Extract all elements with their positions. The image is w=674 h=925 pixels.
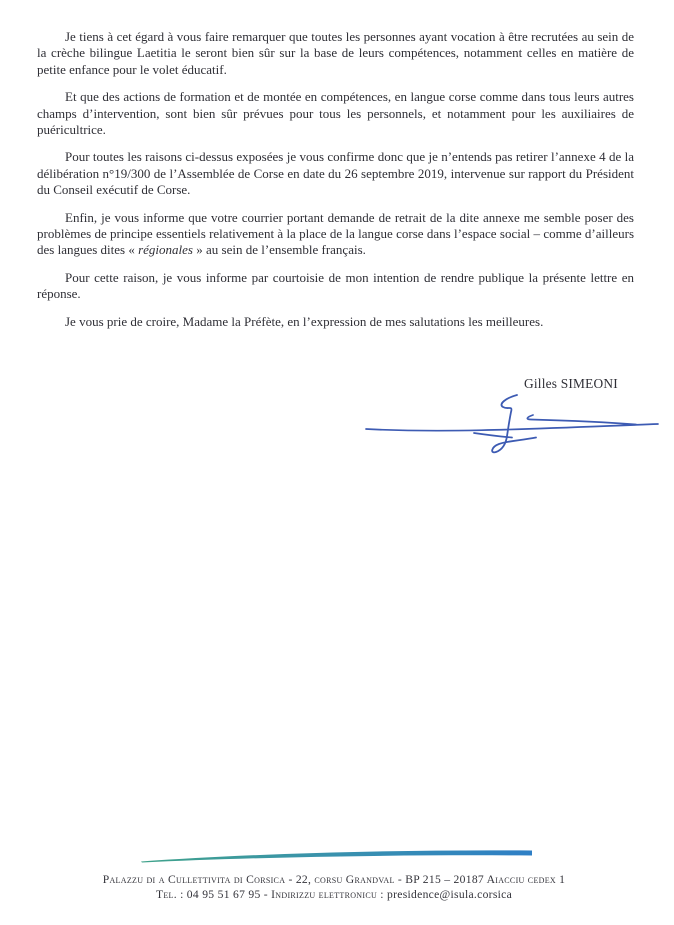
paragraph-text: Enfin, je vous informe que votre courrier portant demande de retrait de la dite annexe me semble poser des problèmes de principe essentiels relativement à la place de la langue corse dans l’espace social – comme d’ailleurs des langues dites « [37,209,634,258]
paragraph-text: Et que des actions de formation et de montée en compétences, en langue corse comme dans tous leurs autres champs d’intervention, sont bien sûr prévues pour tous les personnels, et notamment pour les auxiliaires de puéricultrice. [37,89,634,138]
paragraph-4 [37,210,634,259]
footer-telephone: Tel. : 04 95 51 67 95 - Indirizzu elettronicu : [155,888,387,901]
paragraph-text: Je tiens à cet égard à vous faire remarquer que toutes les personnes ayant vocation à être recrutées au sein de la crèche bilingue Laetitia le seront bien sûr sur la base de leurs compétences, notamment celles en matière de petite enfance pour le volet éducatif. [37,29,634,77]
paragraph-text-italic: régionales [138,242,193,258]
paragraph-5 [37,270,634,303]
letter-body [37,29,634,341]
paragraph-1 [37,29,634,78]
paragraph-text: Je vous prie de croire, Madame la Préfète, en l’expression de mes salutations les meilleures. [65,313,544,329]
footer-swoosh-line [136,845,536,865]
signatory-name: Gilles SIMEONI [524,376,618,391]
paragraph-text: Pour toutes les raisons ci-dessus exposées je vous confirme donc que je n’entends pas retirer l’annexe 4 de la délibération n°19/300 de l’Assemblée de Corse en date du 26 septembre 2019, intervenue sur rapport du Président du Conseil exécutif de Corse. [37,149,634,198]
footer [0,872,668,902]
paragraph-text: Pour cette raison, je vous informe par courtoisie de mon intention de rendre publique la présente lettre en réponse. [37,269,634,302]
handwritten-signature-ink [352,386,664,464]
paragraph-3 [37,149,634,198]
footer-email: presidence@isula.corsica [386,888,513,901]
footer-address-line: Palazzu di a Cullettivita di Corsica - 22, corsu Grandval - BP 215 – 20187 Aiacciu cedex 1 [102,873,566,886]
paragraph-6 [37,314,634,330]
paragraph-text: » au sein de l’ensemble français. [192,242,366,258]
paragraph-2 [37,89,634,138]
footer-contact-line [0,887,668,902]
